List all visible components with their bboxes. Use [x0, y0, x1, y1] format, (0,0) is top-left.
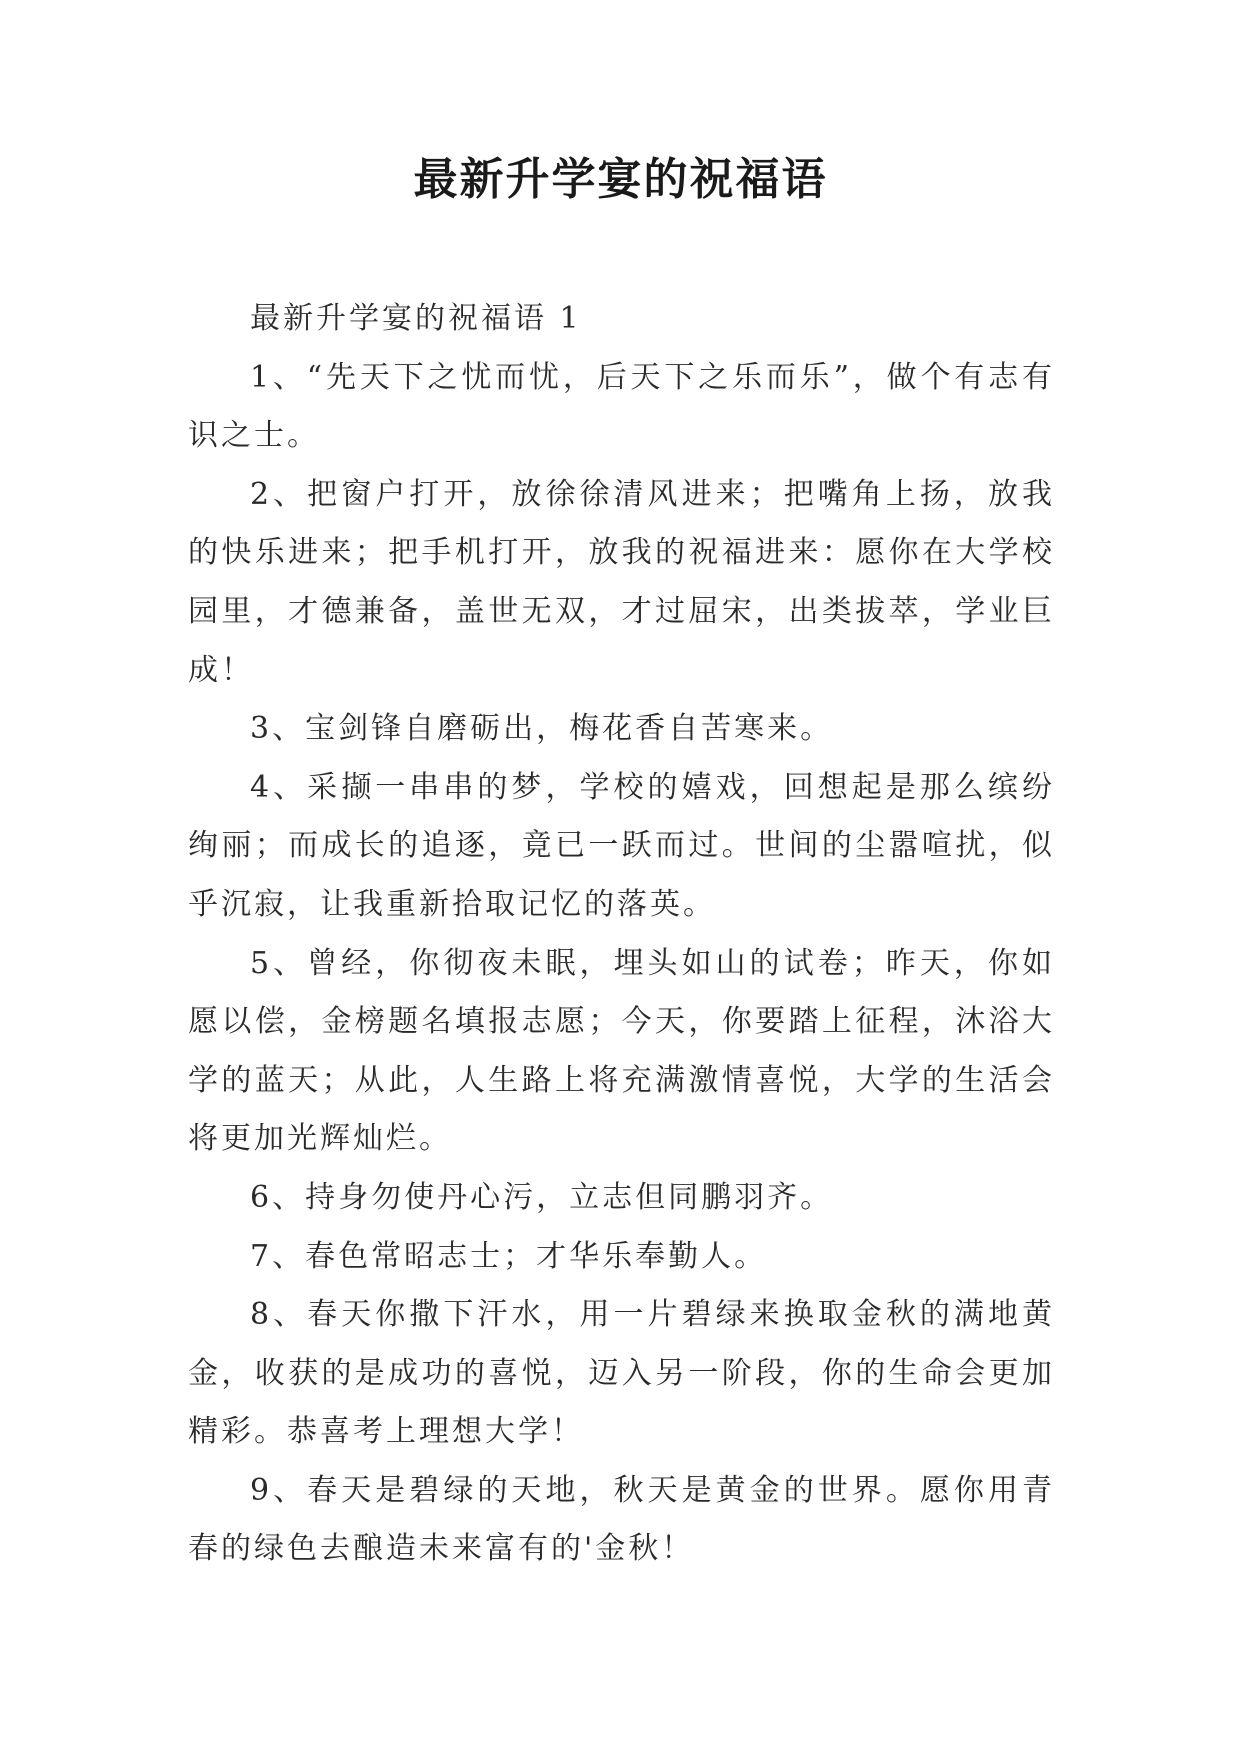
blessing-paragraph-1: 1、“先天下之忧而忧，后天下之乐而乐”，做个有志有识之士。 — [188, 359, 1055, 454]
document-title: 最新升学宴的祝福语 — [413, 154, 828, 205]
document-body — [188, 290, 1055, 1579]
blessing-paragraph-6: 6、持身勿使丹心污，立志但同鹏羽齐。 — [250, 1179, 834, 1215]
blessing-paragraph-2: 2、把窗户打开，放徐徐清风进来；把嘴角上扬，放我的快乐进来；把手机打开，放我的祝福进来：愿你在大学校园里，才德兼备，盖世无双，才过屈宋，出类拔萃，学业巨成！ — [188, 476, 1055, 688]
section-heading: 最新升学宴的祝福语 1 — [250, 301, 582, 336]
blessing-paragraph-3: 3、宝剑锋自磨砺出，梅花香自苦寒来。 — [250, 711, 834, 747]
blessing-paragraph-7: 7、春色常昭志士；才华乐奉勤人。 — [250, 1238, 768, 1274]
blessing-paragraph-9: 9、春天是碧绿的天地，秋天是黄金的世界。愿你用青春的绿色去酿造未来富有的'金秋！ — [188, 1472, 1055, 1567]
blessing-paragraph-4: 4、采撷一串串的梦，学校的嬉戏，回想起是那么缤纷绚丽；而成长的追逐，竟已一跃而过。世间的尘嚣喧扰，似乎沉寂，让我重新拾取记忆的落英。 — [188, 769, 1055, 922]
blessing-paragraph-8: 8、春天你撒下汗水，用一片碧绿来换取金秋的满地黄金，收获的是成功的喜悦，迈入另一阶段，你的生命会更加精彩。恭喜考上理想大学！ — [188, 1297, 1055, 1450]
blessing-paragraph-5: 5、曾经，你彻夜未眠，埋头如山的试卷；昨天，你如愿以偿，金榜题名填报志愿；今天，你要踏上征程，沐浴大学的蓝天；从此，人生路上将充满激情喜悦，大学的生活会将更加光辉灿烂。 — [188, 945, 1055, 1157]
